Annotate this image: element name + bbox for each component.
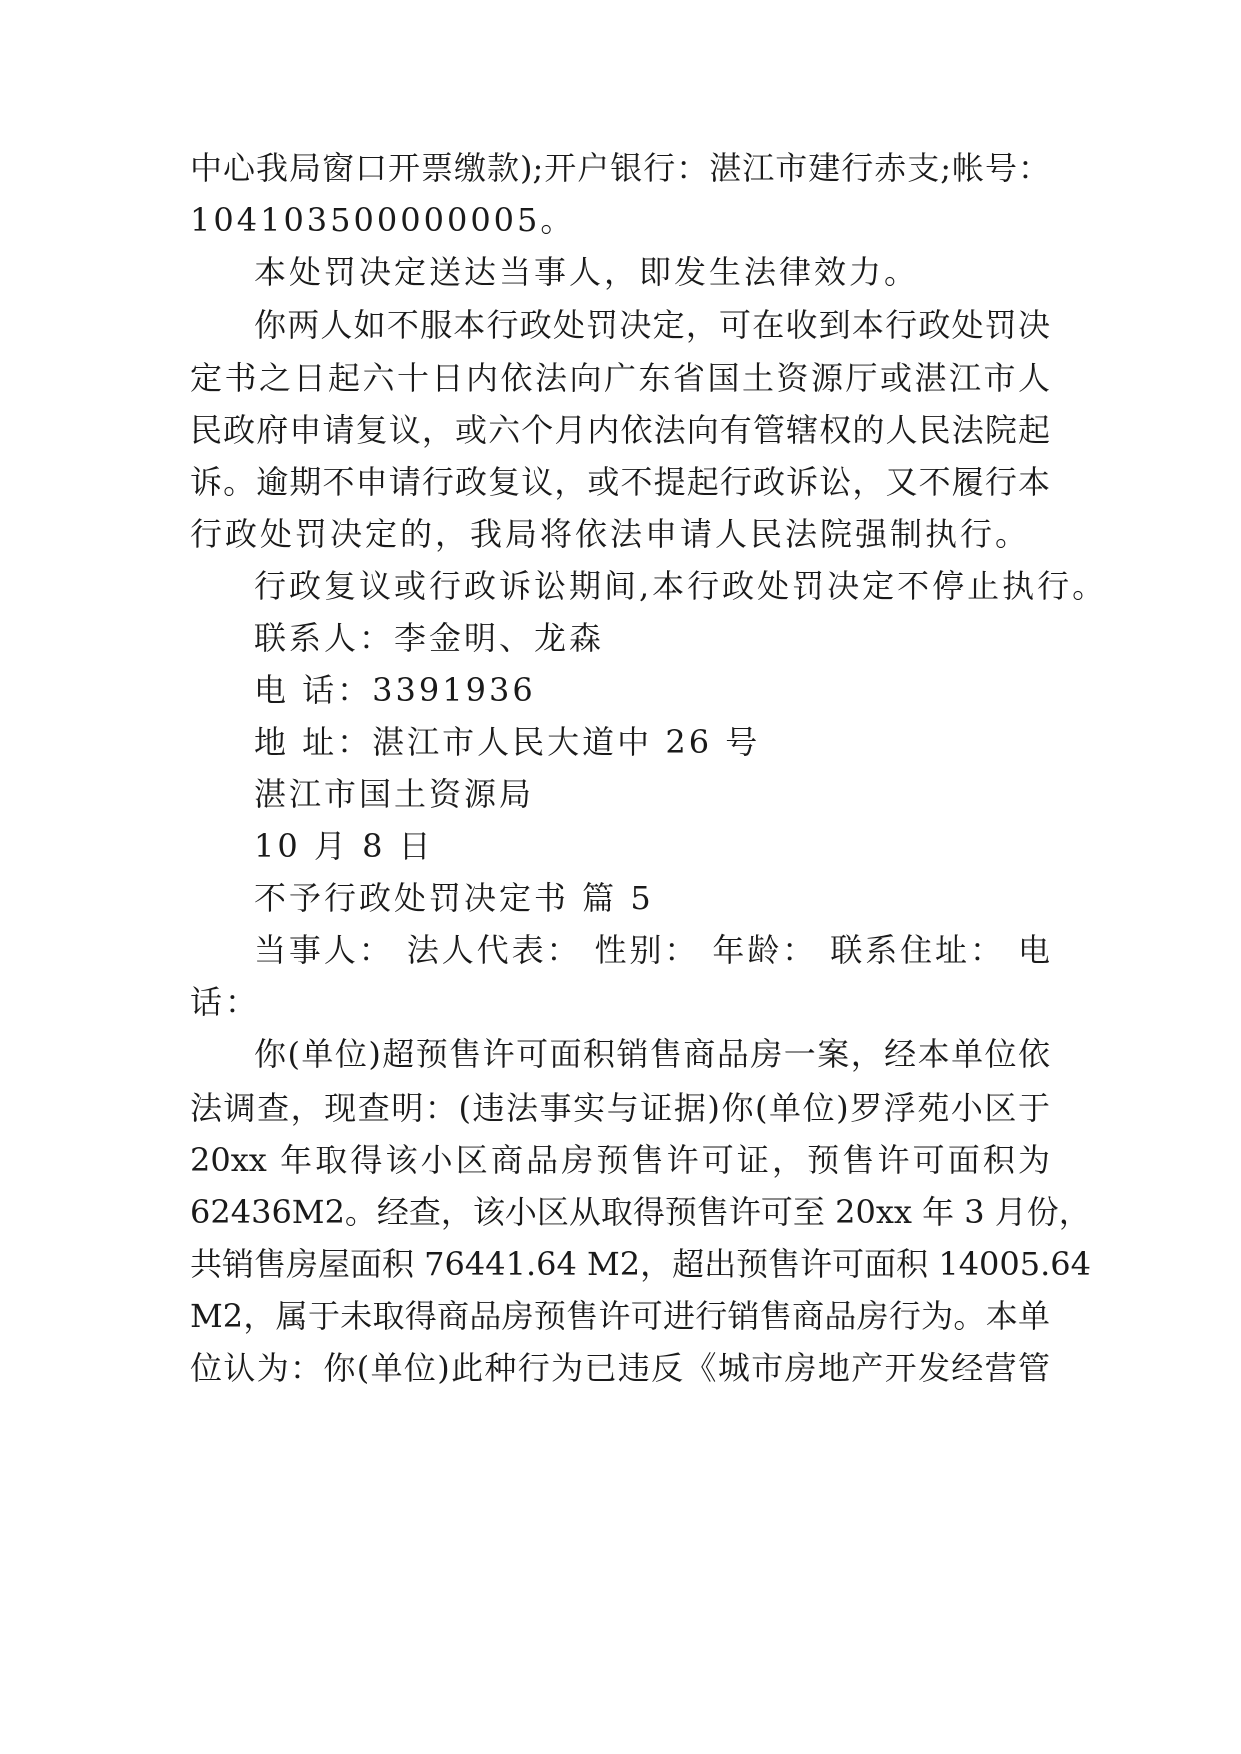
text-line: 行政处罚决定的，我局将依法申请人民法院强制执行。 [190,515,1031,553]
text-line: 20xx 年取得该小区商品房预售许可证，预售许可面积为 [190,1141,1050,1179]
contact-address: 地 址：湛江市人民大道中 26 号 [254,723,761,761]
text-line: 诉。逾期不申请行政复议，或不提起行政诉讼，又不履行本 [190,463,1050,501]
issue-date: 10 月 8 日 [254,827,434,865]
text-line: 104103500000005。 [190,201,576,239]
text-line: 中心我局窗口开票缴款);开户银行：湛江市建行赤支;帐号： [190,149,1050,187]
text-line: 共销售房屋面积 76441.64 M2，超出预售许可面积 14005.64 [190,1245,1092,1283]
paragraph-line: 你两人如不服本行政处罚决定，可在收到本行政处罚决 [254,306,1050,344]
text-line: 62436M2。经查，该小区从取得预售许可至 20xx 年 3 月份， [190,1193,1091,1231]
text-line: 民政府申请复议，或六个月内依法向有管辖权的人民法院起 [190,411,1050,449]
contact-phone: 电 话：3391936 [254,671,536,709]
text-line: 法调查，现查明：(违法事实与证据)你(单位)罗浮苑小区于 [190,1089,1050,1127]
paragraph-line: 行政复议或行政诉讼期间,本行政处罚决定不停止执行。 [254,567,1108,605]
text-line: 定书之日起六十日内依法向广东省国土资源厅或湛江市人 [190,359,1050,397]
paragraph-line: 你(单位)超预售许可面积销售商品房一案，经本单位依 [254,1035,1050,1073]
text-line: 位认为：你(单位)此种行为已违反《城市房地产开发经营管 [190,1349,1050,1387]
contact-person: 联系人：李金明、龙森 [254,619,605,657]
paragraph-line: 当事人： 法人代表： 性别： 年龄： 联系住址： 电 [254,931,1050,969]
section-heading: 不予行政处罚决定书 篇 5 [254,879,654,917]
text-line: 话： [190,983,261,1021]
paragraph-line: 本处罚决定送达当事人，即发生法律效力。 [254,253,920,291]
text-line: M2，属于未取得商品房预售许可进行销售商品房行为。本单 [190,1297,1050,1335]
issuer-name: 湛江市国土资源局 [254,775,535,813]
